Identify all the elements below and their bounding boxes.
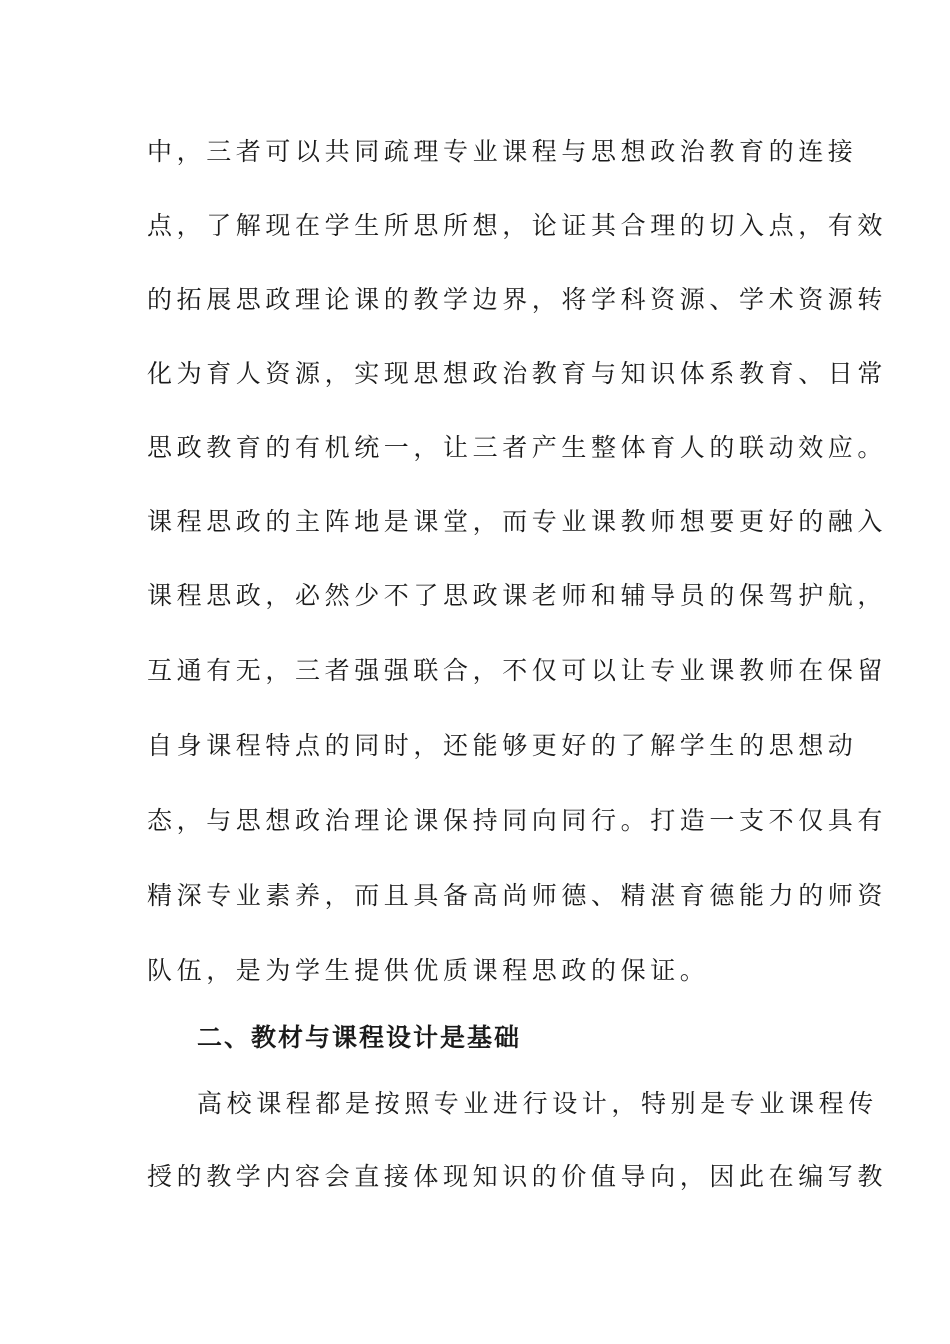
body-line-7: 课程思政，必然少不了思政课老师和辅导员的保驾护航， bbox=[147, 581, 888, 610]
body-line-11: 精深专业素养，而且具备高尚师德、精湛育德能力的师资 bbox=[147, 881, 888, 910]
body-line-1: 中，三者可以共同疏理专业课程与思想政治教育的连接 bbox=[147, 137, 858, 166]
body-line-4: 化为育人资源，实现思想政治教育与知识体系教育、日常 bbox=[147, 359, 888, 388]
paragraph2-line-2: 授的教学内容会直接体现知识的价值导向，因此在编写教 bbox=[147, 1162, 888, 1191]
body-line-12: 队伍，是为学生提供优质课程思政的保证。 bbox=[147, 956, 710, 985]
section-heading: 二、教材与课程设计是基础 bbox=[197, 1023, 522, 1052]
body-line-10: 态，与思想政治理论课保持同向同行。打造一支不仅具有 bbox=[147, 806, 888, 835]
body-line-2: 点，了解现在学生所思所想，论证其合理的切入点，有效 bbox=[147, 211, 888, 240]
body-line-5: 思政教育的有机统一，让三者产生整体育人的联动效应。 bbox=[147, 433, 888, 462]
body-line-3: 的拓展思政理论课的教学边界，将学科资源、学术资源转 bbox=[147, 285, 888, 314]
body-line-8: 互通有无，三者强强联合，不仅可以让专业课教师在保留 bbox=[147, 656, 888, 685]
body-line-9: 自身课程特点的同时，还能够更好的了解学生的思想动 bbox=[147, 731, 858, 760]
body-line-6: 课程思政的主阵地是课堂，而专业课教师想要更好的融入 bbox=[147, 507, 888, 536]
paragraph2-line-1: 高校课程都是按照专业进行设计，特别是专业课程传 bbox=[197, 1089, 878, 1118]
